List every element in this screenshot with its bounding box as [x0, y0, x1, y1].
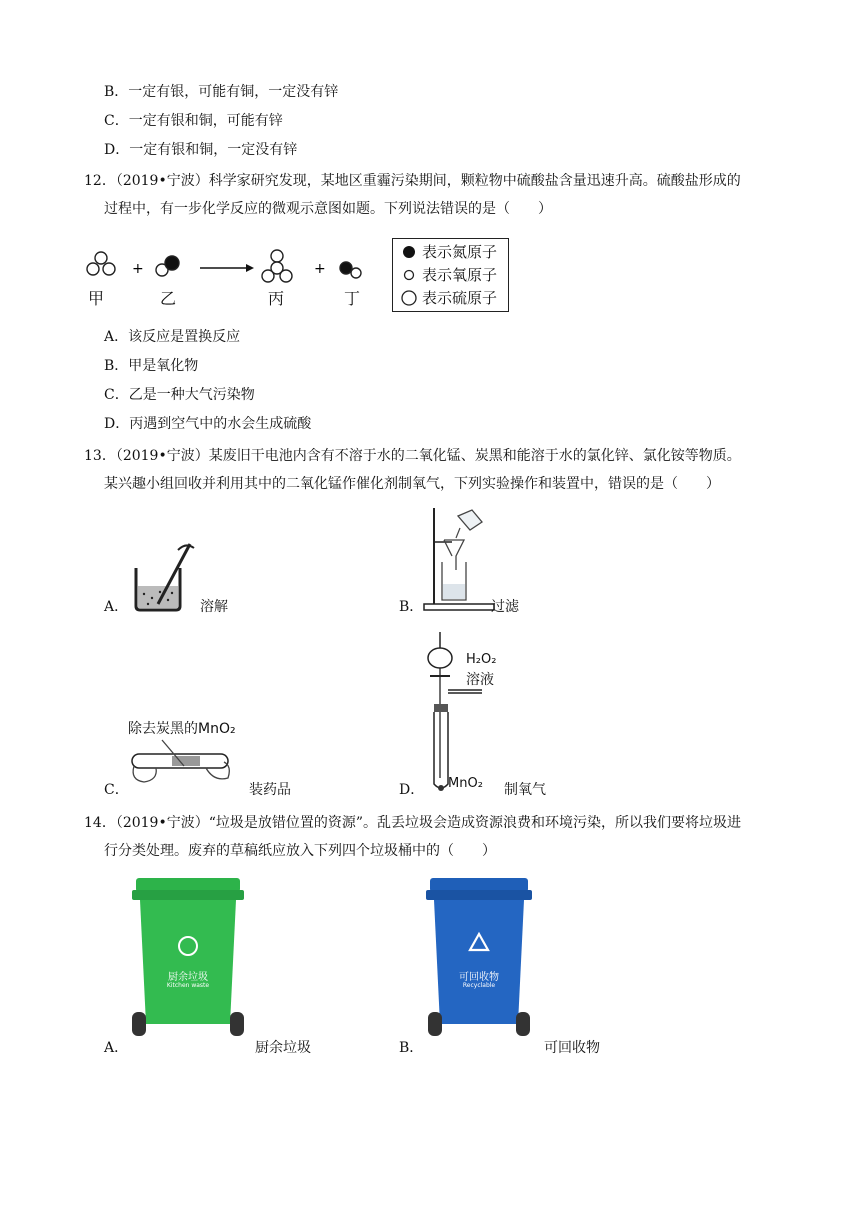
q12-stem-line2: 过程中，有一步化学反应的微观示意图如题。下列说法错误的是（ ） — [104, 201, 552, 217]
q13-stem-line2: 某兴趣小组回收并利用其中的二氧化锰作催化剂制氧气，下列实验操作和装置中，错误的是（ ） — [104, 476, 720, 492]
sulfur-atom-icon — [401, 290, 417, 306]
q12-option-d: D．丙遇到空气中的水会生成硫酸 — [104, 416, 312, 432]
solution-label: 溶液 — [466, 672, 494, 688]
molecule-jia — [87, 252, 115, 275]
q13-option-d-letter: D． — [399, 782, 425, 798]
q13-option-a-caption: 溶解 — [200, 599, 228, 615]
q12-option-a: A．该反应是置换反应 — [104, 329, 241, 345]
oxygen-atom-icon — [401, 267, 417, 283]
q11-option-b: B．一定有银，可能有铜，一定没有锌 — [104, 84, 339, 100]
q13-option-b-caption: 过滤 — [491, 599, 519, 615]
legend-sulfur — [401, 286, 508, 309]
reaction-arrow — [200, 264, 254, 272]
plus-sign-1: + — [132, 261, 144, 277]
molecule-ding — [340, 262, 361, 278]
q13-option-c-caption: 装药品 — [249, 782, 291, 798]
label-ding: 丁 — [344, 289, 361, 308]
test-tube-loading-image — [128, 736, 236, 786]
green-bin-body — [130, 874, 246, 1044]
filtration-setup-image — [420, 506, 498, 612]
q11-option-d: D．一定有银和铜，一定没有锌 — [104, 142, 298, 158]
q14-option-b-caption: 可回收物 — [544, 1040, 600, 1056]
dissolve-beaker-image — [128, 538, 188, 614]
blue-bin-label: 可回收物 — [459, 972, 499, 983]
q14-stem-line1: 14．（2019•宁波）“垃圾是放错位置的资源”。乱丢垃圾会造成资源浪费和环境污染，所以我们要将垃圾进 — [84, 815, 742, 831]
q12-option-b: B．甲是氧化物 — [104, 358, 199, 374]
atom-legend — [392, 238, 509, 312]
q13-stem-line1: 13．（2019•宁波）某废旧干电池内含有不溶于水的二氧化锰、炭黑和能溶于水的氯化锌、氯化铵等物质。 — [84, 448, 741, 464]
nitrogen-atom-icon — [401, 244, 417, 260]
green-bin-label: 厨余垃圾 — [168, 972, 208, 983]
label-bing: 丙 — [268, 289, 285, 308]
q11-option-c: C．一定有银和铜，可能有锌 — [104, 113, 283, 129]
powder-label: 除去炭黑的MnO₂ — [128, 721, 236, 737]
label-jia: 甲 — [88, 289, 105, 308]
blue-bin-body — [424, 874, 534, 1044]
legend-nitrogen — [401, 240, 508, 263]
q14-option-a-letter: A． — [104, 1040, 129, 1056]
q13-option-c-letter: C． — [104, 782, 129, 798]
label-yi: 乙 — [160, 289, 177, 308]
q14-stem-line2: 行分类处理。废弃的草稿纸应放入下列四个垃圾桶中的（ ） — [104, 843, 496, 859]
legend-sulfur-label: 表示硫原子 — [422, 289, 498, 307]
q14-option-b-letter: B． — [399, 1040, 424, 1056]
green-bin-sublabel: Kitchen waste — [166, 982, 210, 989]
h2o2-label: H₂O₂ — [466, 652, 497, 667]
blue-recyclable-bin — [424, 874, 534, 1044]
q13-option-d-caption: 制氧气 — [504, 782, 546, 798]
legend-oxygen-label: 表示氧原子 — [422, 266, 498, 284]
legend-oxygen — [401, 263, 508, 286]
molecule-yi — [156, 256, 179, 276]
q13-option-a-letter: A． — [104, 599, 129, 615]
plus-sign-2: + — [314, 261, 326, 277]
q12-option-c: C．乙是一种大气污染物 — [104, 387, 255, 403]
blue-bin-sublabel: Recyclable — [462, 982, 496, 989]
molecule-bing — [262, 250, 292, 282]
q14-option-a-caption: 厨余垃圾 — [255, 1040, 311, 1056]
mno2-label: MnO₂ — [448, 776, 483, 791]
q13-option-b-letter: B． — [399, 599, 424, 615]
green-kitchen-bin — [130, 874, 246, 1044]
q12-stem-line1: 12．（2019•宁波）科学家研究发现，某地区重霾污染期间，颗粒物中硫酸盐含量迅速升高。硫酸盐形成的 — [84, 173, 741, 189]
legend-nitrogen-label: 表示氮原子 — [422, 243, 498, 261]
